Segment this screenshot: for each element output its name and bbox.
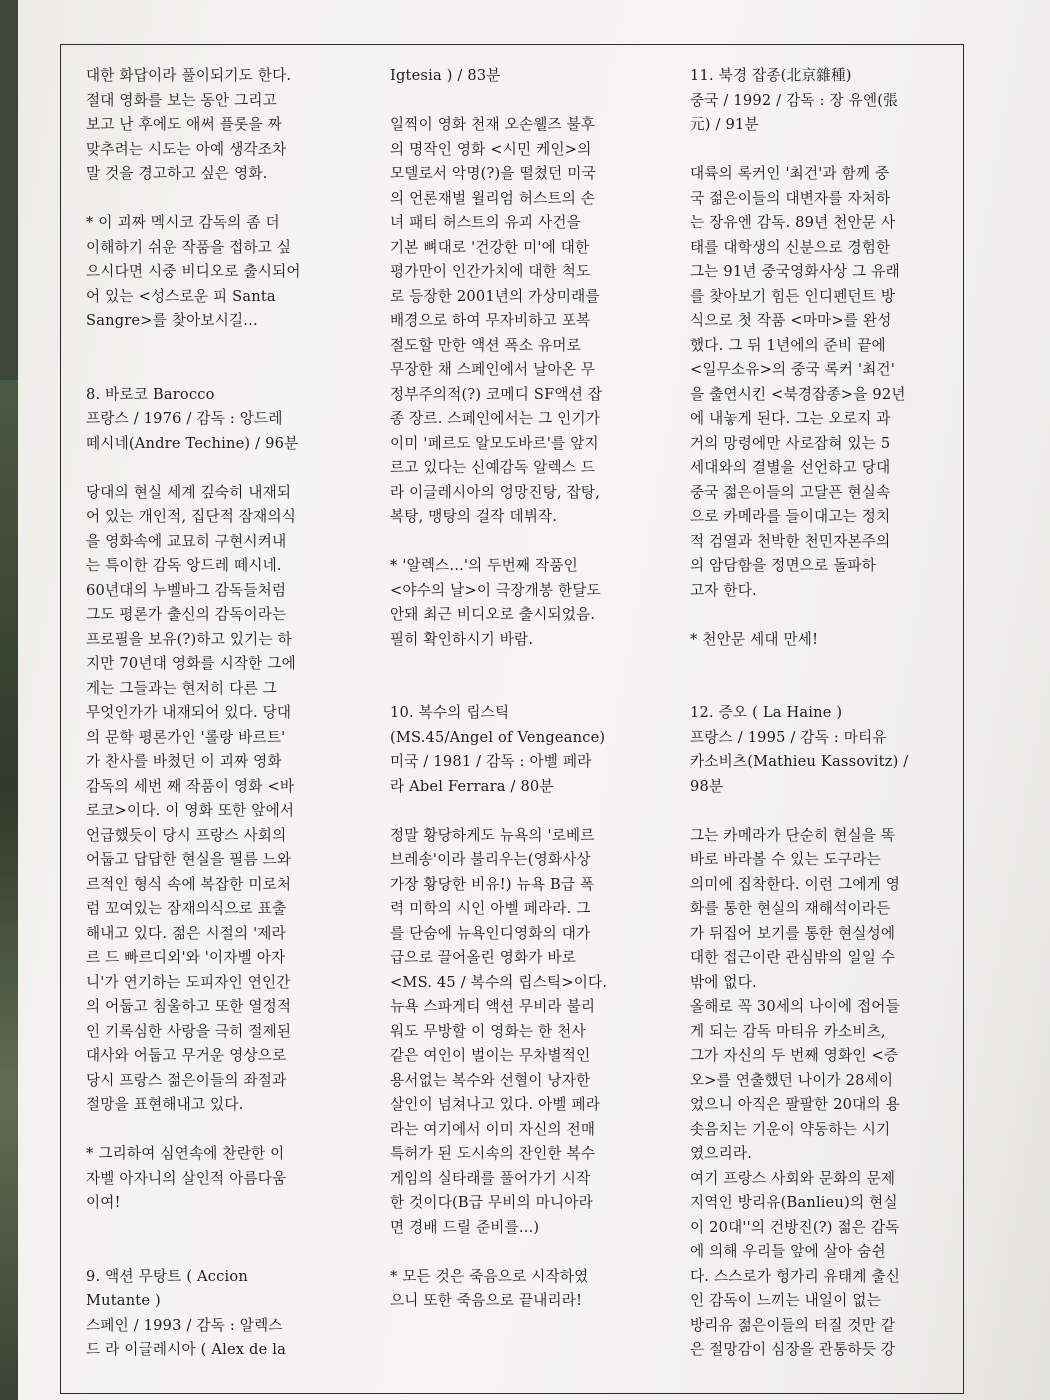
text-line: 으로 카메라를 들이대고는 정치 bbox=[690, 508, 891, 525]
paragraph bbox=[390, 113, 646, 530]
text-line: * 이 괴짜 멕시코 감독의 좀 더 bbox=[86, 214, 280, 231]
text-line: 감독의 세번 째 작품이 영화 <바 bbox=[86, 777, 295, 795]
text-line: 게임의 실타래를 풀어가기 시작 bbox=[390, 1169, 591, 1187]
text-line: 모델로서 악명(?)을 떨쳤던 미국 bbox=[390, 165, 596, 182]
text-line: 정말 황당하게도 뉴욕의 '로베르 bbox=[390, 826, 595, 844]
text-line: Sangre>를 찾아보시길... bbox=[86, 312, 258, 329]
paragraph bbox=[86, 1142, 342, 1216]
text-line: 화를 통한 현실의 재해석이라든 bbox=[690, 900, 891, 917]
text-line: 카소비츠(Mathieu Kassovitz) / bbox=[690, 753, 909, 770]
text-line: 는 장유엔 감독. 89년 천안문 사 bbox=[690, 214, 896, 231]
text-line: 이여! bbox=[86, 1194, 121, 1211]
text-line: 미국 / 1981 / 감독 : 아벨 페라 bbox=[390, 753, 592, 770]
text-line: 중국 젊은이들의 고달픈 현실속 bbox=[690, 483, 891, 501]
text-line: 솟음치는 기운이 약동하는 시기 bbox=[690, 1120, 891, 1138]
paragraph-spacer bbox=[86, 1216, 342, 1241]
text-line: 오>를 연출했던 나이가 28세이 bbox=[690, 1071, 894, 1089]
paragraph-spacer bbox=[390, 89, 646, 114]
text-line: 드 라 이글레시아 ( Alex de la bbox=[86, 1341, 287, 1358]
text-line: 특허가 된 도시속의 잔인한 복수 bbox=[390, 1145, 596, 1162]
text-line: 로 등장한 2001년의 가상미래를 bbox=[390, 287, 600, 305]
text-column-middle bbox=[390, 64, 646, 1314]
paragraph-spacer bbox=[690, 138, 946, 163]
text-line: 언급했듯이 당시 프랑스 사회의 bbox=[86, 826, 287, 844]
paragraph-spacer bbox=[690, 799, 946, 824]
text-line: 12. 증오 ( La Haine ) bbox=[690, 704, 843, 721]
text-line: 를 찾아보기 힘든 인디펜던트 방 bbox=[690, 287, 896, 305]
paragraph bbox=[390, 701, 646, 799]
text-line: 한 것이다(B급 무비의 마니아라 bbox=[390, 1194, 593, 1211]
text-line: 용서없는 복수와 선혈이 낭자한 bbox=[390, 1071, 591, 1089]
text-line: 게는 그들과는 현저히 다른 그 bbox=[86, 679, 277, 697]
text-line: 말 것을 경고하고 싶은 영화. bbox=[86, 165, 268, 182]
paragraph bbox=[690, 824, 946, 1363]
text-line: 라는 여기에서 이미 자신의 전매 bbox=[390, 1120, 596, 1138]
text-line: 의 문학 평론가인 '롤랑 바르트' bbox=[86, 728, 286, 746]
text-line: 대륙의 록커인 '최건'과 함께 중 bbox=[690, 165, 890, 182]
text-line: 元) / 91분 bbox=[690, 116, 759, 133]
text-line: 무엇인가가 내재되어 있다. 당대 bbox=[86, 704, 292, 721]
text-line: 적 검열과 천박한 천민자본주의 bbox=[690, 532, 891, 550]
paragraph-spacer bbox=[390, 799, 646, 824]
paragraph-spacer bbox=[690, 603, 946, 628]
text-line: 의 명작인 영화 <시민 케인>의 bbox=[390, 140, 592, 158]
text-line: 평가만이 인간가치에 대한 척도 bbox=[390, 263, 591, 280]
text-line: 게 되는 감독 마티유 카소비츠, bbox=[690, 1022, 886, 1040]
text-column-right bbox=[690, 64, 946, 1363]
text-line: 로코>이다. 이 영화 또한 앞에서 bbox=[86, 802, 295, 819]
text-line: 였으리라. bbox=[690, 1145, 753, 1162]
text-line: 면 경배 드릴 준비를...) bbox=[390, 1218, 540, 1236]
text-line: 가 뒤집어 보기를 통한 현실성에 bbox=[690, 924, 896, 942]
text-line: 을 영화속에 교묘히 구현시켜내 bbox=[86, 532, 287, 550]
paragraph bbox=[390, 824, 646, 1241]
text-line: 녀 패티 허스트의 유괴 사건을 bbox=[390, 214, 581, 231]
text-line: 워도 무방할 이 영화는 한 천사 bbox=[390, 1022, 586, 1040]
paragraph-spacer bbox=[390, 530, 646, 555]
paragraph bbox=[86, 481, 342, 1118]
paragraph bbox=[390, 1265, 646, 1314]
text-line: 맞추려는 시도는 아예 생각조차 bbox=[86, 140, 287, 158]
text-line: 중국 / 1992 / 감독 : 장 유엔(張 bbox=[690, 91, 898, 109]
paragraph-spacer bbox=[86, 334, 342, 359]
paragraph-spacer bbox=[690, 677, 946, 702]
text-line: 10. 복수의 립스틱 bbox=[390, 704, 510, 721]
text-line: 인 감독이 느끼는 내일이 없는 bbox=[690, 1292, 881, 1309]
text-line: 자벨 아자니의 살인적 아름다움 bbox=[86, 1169, 287, 1187]
text-line: 어 있는 개인적, 집단적 잠재의식 bbox=[86, 508, 297, 525]
text-line: 살인이 넘쳐나고 있다. 아벨 페라 bbox=[390, 1096, 601, 1113]
text-line: 이 20대''의 건방진(?) 젊은 감독 bbox=[690, 1218, 900, 1236]
text-line: 다. 스스로가 헝가리 유태계 출신 bbox=[690, 1267, 901, 1285]
text-line: 으니 또한 죽음으로 끝내리라! bbox=[390, 1292, 583, 1309]
paragraph bbox=[86, 211, 342, 334]
text-line: 여기 프랑스 사회와 문화의 문제 bbox=[690, 1169, 896, 1187]
text-line: 8. 바로코 Barocco bbox=[86, 385, 215, 403]
paragraph bbox=[690, 628, 946, 653]
text-line: 대사와 어둡고 무거운 영상으로 bbox=[86, 1047, 287, 1064]
text-line: 식으로 첫 작품 <마마>를 완성 bbox=[690, 312, 892, 329]
paragraph-spacer bbox=[390, 677, 646, 702]
text-line: 뉴욕 스파게티 액션 무비라 불리 bbox=[390, 998, 596, 1015]
text-line: 태를 대학생의 신분으로 경험한 bbox=[690, 238, 891, 256]
text-line: 배경으로 하여 무자비하고 포복 bbox=[390, 312, 591, 329]
text-line: 필히 확인하시기 바람. bbox=[390, 630, 534, 648]
paragraph-spacer bbox=[86, 1240, 342, 1265]
text-line: 보고 난 후에도 애써 플롯을 짜 bbox=[86, 116, 282, 133]
text-line: * 그리하여 심연속에 찬란한 이 bbox=[86, 1145, 285, 1162]
text-line: 프랑스 / 1995 / 감독 : 마티유 bbox=[690, 728, 887, 746]
text-line: 을 출연시킨 <북경잡종>을 92년 bbox=[690, 385, 906, 403]
text-line: (MS.45/Angel of Vengeance) bbox=[390, 728, 606, 746]
paragraph-spacer bbox=[390, 1240, 646, 1265]
text-line: 지만 70년대 영화를 시작한 그에 bbox=[86, 655, 296, 672]
text-line: 절망을 표현해내고 있다. bbox=[86, 1096, 244, 1113]
paragraph bbox=[86, 1265, 342, 1363]
text-line: 르 드 빠르디외'와 '이자벨 아자 bbox=[86, 949, 286, 966]
text-line: 세대와의 결별을 선언하고 당대 bbox=[690, 459, 891, 476]
text-line: 국 젊은이들의 대변자를 자처하 bbox=[690, 189, 891, 207]
text-line: Mutante ) bbox=[86, 1292, 161, 1309]
text-line: 그는 카메라가 단순히 현실을 똑 bbox=[690, 826, 896, 844]
text-line: 의미에 집착한다. 이런 그에게 영 bbox=[690, 875, 901, 893]
text-column-left bbox=[86, 64, 342, 1363]
text-line: 종 장르. 스페인에서는 그 인기가 bbox=[390, 410, 601, 427]
paragraph-spacer bbox=[690, 652, 946, 677]
text-line: 당대의 현실 세계 깊숙히 내재되 bbox=[86, 483, 292, 501]
paragraph bbox=[690, 701, 946, 799]
text-line: 가 찬사를 바쳤던 이 괴짜 영화 bbox=[86, 753, 282, 770]
paragraph-spacer bbox=[86, 187, 342, 212]
text-line: 거의 망령에만 사로잡혀 있는 5 bbox=[690, 434, 891, 452]
text-line: 에 의해 우리들 앞에 살아 숨쉰 bbox=[690, 1243, 886, 1260]
text-line: 프로필을 보유(?)하고 있기는 하 bbox=[86, 630, 292, 648]
text-line: Igtesia ) / 83분 bbox=[390, 67, 501, 84]
paragraph bbox=[86, 383, 342, 457]
text-line: 급으로 끌어올린 영화가 바로 bbox=[390, 949, 577, 966]
text-line: 의 암담함을 정면으로 돌파하 bbox=[690, 557, 877, 574]
text-line: 이미 '페르도 알모도바르'를 앞지 bbox=[390, 434, 599, 452]
text-line: 이해하기 쉬운 작품을 접하고 싶 bbox=[86, 238, 292, 256]
text-line: 바로 바라볼 수 있는 도구라는 bbox=[690, 851, 881, 868]
text-line: 대한 접근이란 관심밖의 일일 수 bbox=[690, 949, 896, 966]
text-line: <야수의 날>이 극장개봉 한달도 bbox=[390, 581, 601, 599]
text-line: 밖에 없다. bbox=[690, 973, 757, 991]
paragraph bbox=[390, 554, 646, 652]
text-line: 르적인 형식 속에 복잡한 미로처 bbox=[86, 875, 292, 893]
text-line: 으시다면 시중 비디오로 출시되어 bbox=[86, 263, 301, 280]
text-line: 절대 영화를 보는 동안 그리고 bbox=[86, 91, 277, 109]
text-line: 어 있는 <성스로운 피 Santa bbox=[86, 287, 276, 305]
text-line: 르고 있다는 신예감독 알렉스 드 bbox=[390, 459, 596, 476]
text-line: 의 어둡고 침울하고 또한 열정적 bbox=[86, 998, 292, 1015]
text-line: 그도 평론가 출신의 감독이라는 bbox=[86, 606, 287, 623]
text-line: 당시 프랑스 젊은이들의 좌절과 bbox=[86, 1071, 287, 1089]
text-line: 어둡고 답답한 현실을 필름 느와 bbox=[86, 851, 292, 868]
text-line: 브레송'이라 불리우는(영화사상 bbox=[390, 851, 591, 868]
text-line: 무장한 채 스페인에서 날아온 무 bbox=[390, 361, 596, 378]
text-line: 올해로 꼭 30세의 나이에 접어들 bbox=[690, 998, 900, 1015]
paragraph-spacer bbox=[86, 456, 342, 481]
text-line: 럼 꼬여있는 잠재의식으로 표출 bbox=[86, 900, 287, 917]
text-line: 기본 뼈대로 '건강한 미'에 대한 bbox=[390, 238, 590, 256]
paragraph-spacer bbox=[390, 652, 646, 677]
text-line: 는 특이한 감독 앙드레 떼시네. bbox=[86, 557, 282, 574]
text-line: 정부주의적(?) 코메디 SF액션 잡 bbox=[390, 385, 603, 403]
text-line: 의 언론재벌 윌리엄 허스트의 손 bbox=[390, 189, 596, 207]
paragraph-spacer bbox=[86, 1118, 342, 1143]
background-edge bbox=[0, 380, 20, 1400]
text-line: 력 미학의 시인 아벨 페라라. 그 bbox=[390, 900, 591, 917]
text-line: 안돼 최근 비디오로 출시되었음. bbox=[390, 606, 596, 623]
text-line: 60년대의 누벨바그 감독들처럼 bbox=[86, 581, 287, 599]
text-line: 가장 황당한 비유!) 뉴욕 B급 폭 bbox=[390, 875, 595, 893]
text-line: 스페인 / 1993 / 감독 : 알렉스 bbox=[86, 1316, 283, 1334]
text-line: 9. 액션 무탕트 ( Accion bbox=[86, 1267, 248, 1285]
text-line: 방리유 젊은이들의 터질 것만 같 bbox=[690, 1316, 896, 1334]
text-line: * 천안문 세대 만세! bbox=[690, 630, 819, 648]
text-line: 떼시네(Andre Techine) / 96분 bbox=[86, 434, 299, 452]
text-line: 에 내놓게 된다. 그는 오로지 과 bbox=[690, 410, 891, 427]
text-line: 라 이글레시아의 엉망진탕, 잡탕, bbox=[390, 483, 601, 501]
text-line: 했다. 그 뒤 1년에의 준비 끝에 bbox=[690, 336, 886, 354]
text-line: 해내고 있다. 젊은 시절의 '제라 bbox=[86, 924, 286, 942]
text-line: 대한 화답이라 풀이되기도 한다. bbox=[86, 67, 292, 84]
paragraph-spacer bbox=[86, 358, 342, 383]
paragraph bbox=[86, 64, 342, 187]
text-line: 복탕, 맹탕의 걸작 데뷔작. bbox=[390, 508, 558, 525]
text-line: 98분 bbox=[690, 777, 724, 795]
text-line: 같은 여인이 벌이는 무차별적인 bbox=[390, 1047, 591, 1064]
text-line: 니'가 연기하는 도피자인 연인간 bbox=[86, 973, 291, 991]
text-line: 라 Abel Ferrara / 80분 bbox=[390, 777, 554, 795]
text-line: * 모든 것은 죽음으로 시작하였 bbox=[390, 1267, 589, 1285]
text-line: 지역인 방리유(Banlieu)의 현실 bbox=[690, 1194, 898, 1211]
text-line: 그가 자신의 두 번째 영화인 <증 bbox=[690, 1047, 899, 1064]
text-line: 11. 북경 잡종(北京雜種) bbox=[690, 67, 852, 84]
text-line: <MS. 45 / 복수의 립스틱>이다. bbox=[390, 973, 608, 991]
text-line: 고자 한다. bbox=[690, 581, 757, 599]
text-line: 인 기록심한 사랑을 극히 절제된 bbox=[86, 1022, 292, 1040]
text-line: 를 단숨에 뉴욕인디영화의 대가 bbox=[390, 924, 591, 942]
text-line: 은 절망감이 심장을 관통하듯 강 bbox=[690, 1341, 896, 1358]
paragraph bbox=[390, 64, 646, 89]
paragraph bbox=[690, 64, 946, 138]
text-line: * '알렉스...'의 두번째 작품인 bbox=[390, 557, 578, 574]
paragraph bbox=[690, 162, 946, 603]
text-line: 었으니 아직은 팔팔한 20대의 용 bbox=[690, 1096, 900, 1113]
text-line: 절도할 만한 액션 폭소 유머로 bbox=[390, 336, 581, 354]
text-line: 일찍이 영화 천재 오손웰즈 불후 bbox=[390, 116, 596, 133]
text-line: 프랑스 / 1976 / 감독 : 앙드레 bbox=[86, 410, 283, 427]
text-line: <일무소유>의 중국 록커 '최건' bbox=[690, 361, 896, 378]
text-line: 그는 91년 중국영화사상 그 유래 bbox=[690, 263, 900, 280]
